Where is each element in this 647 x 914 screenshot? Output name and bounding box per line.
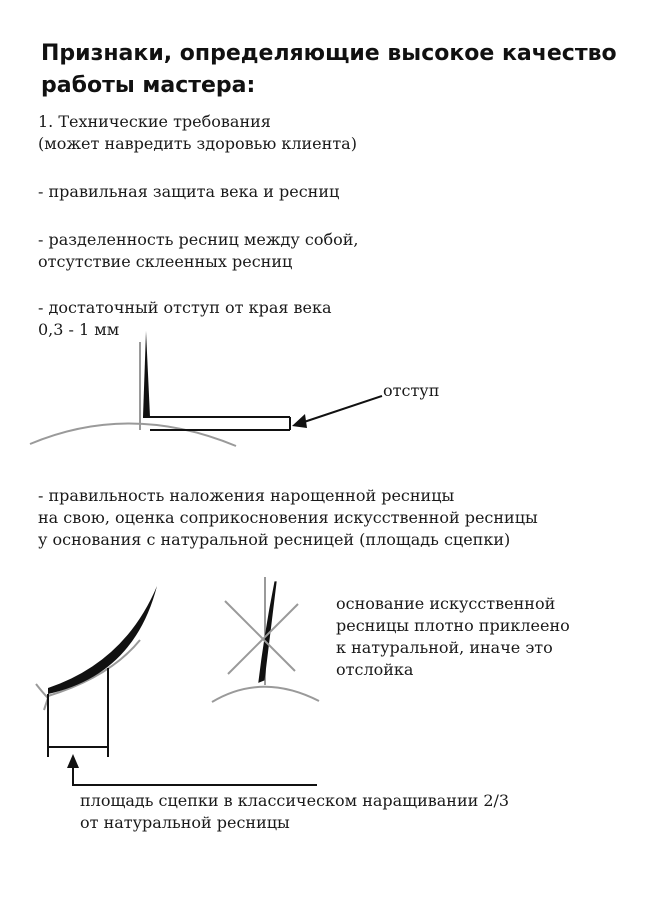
contact-pointer-arrowhead (67, 754, 79, 768)
indent-pointer-arrowhead (292, 414, 307, 428)
detachment-note-line-3: к натуральной, иначе это (336, 638, 553, 657)
indent-label: отступ (383, 381, 440, 400)
item-separation-line-1: - разделенность ресниц между собой, (38, 230, 359, 249)
section-subheading-line: (может навредить здоровью клиента) (38, 134, 357, 153)
extension-lash-shape (143, 331, 150, 417)
detachment-note-line-4: отслойка (336, 660, 414, 679)
detachment-figure (212, 577, 319, 702)
contact-area-caption-line-2: от натуральной ресницы (80, 813, 290, 832)
contact-lid-curve (36, 684, 48, 710)
item-application-line-3: у основания с натуральной ресницей (площадь сцепки) (38, 530, 511, 549)
detachment-extension-lash (259, 582, 276, 682)
contact-area-caption (80, 790, 509, 834)
item-application-line-2: на свою, оценка соприкосновения искусственной ресницы (38, 508, 538, 527)
title-line-1: Признаки, определяющие высокое качество (41, 41, 617, 66)
extension-lash-curve (48, 586, 157, 694)
cross-stroke-1 (225, 601, 295, 671)
indent-pointer-line (298, 396, 382, 424)
eyelid-curve (30, 423, 236, 446)
section-heading-line: 1. Технические требования (38, 112, 271, 131)
contact-pointer-line (73, 766, 317, 785)
detachment-note-line-2: ресницы плотно приклеено (336, 616, 570, 635)
item-application-line-1: - правильность наложения нарощенной ресницы (38, 486, 455, 505)
detachment-lid-curve (212, 687, 319, 702)
item-protection-text: - правильная защита века и ресниц (38, 182, 340, 201)
item-separation-line-2: отсутствие склеенных ресниц (38, 252, 293, 271)
detachment-note-line-1: основание искусственной (336, 594, 556, 613)
item-application (38, 485, 538, 551)
detachment-note (336, 593, 570, 681)
title-line-2: работы мастера: (41, 73, 256, 98)
contact-area-figure (36, 586, 317, 785)
indent-figure (30, 331, 382, 446)
item-indent-line-1: - достаточный отступ от края века (38, 298, 332, 317)
item-indent-line-2: 0,3 - 1 мм (38, 320, 120, 339)
contact-area-caption-line-1: площадь сцепки в классическом наращивании 2/3 (80, 791, 510, 810)
